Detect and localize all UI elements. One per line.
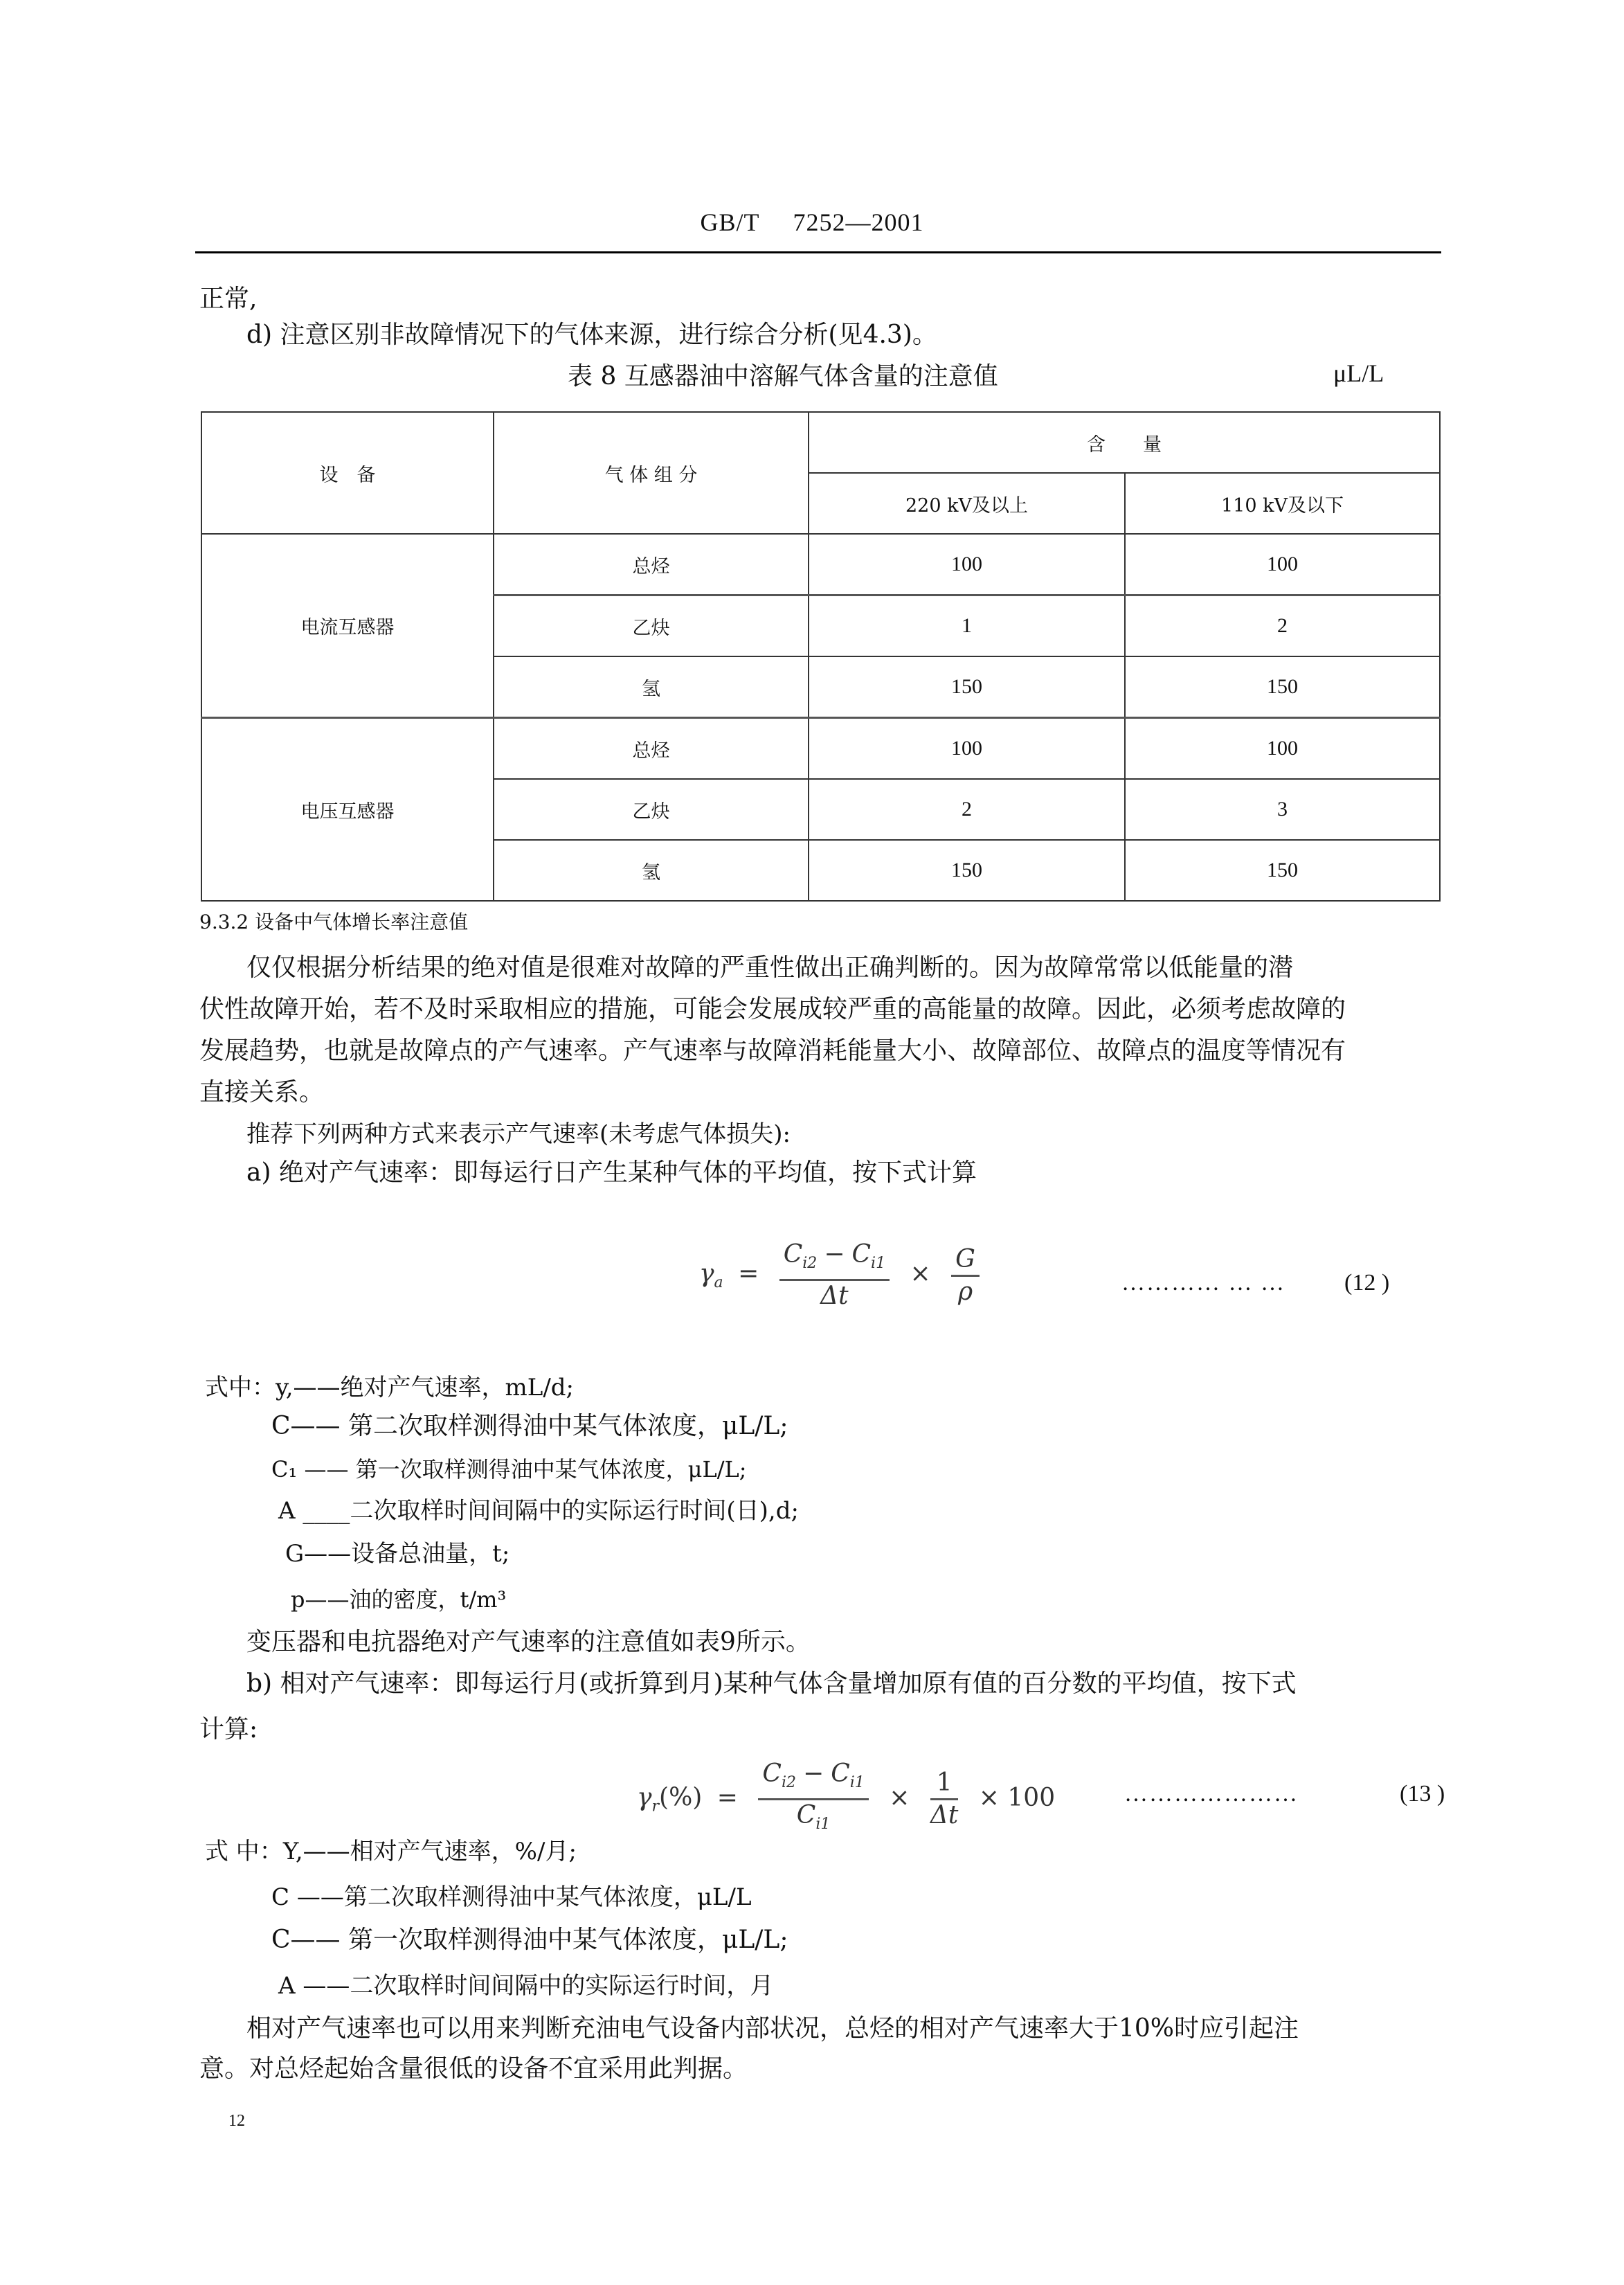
value-220-cell: 150 bbox=[809, 840, 1125, 901]
equipment-voltage-transformer: 电压互感器 bbox=[201, 718, 494, 902]
page-header bbox=[0, 208, 1624, 237]
leader-dots: ………… … … bbox=[1121, 1270, 1285, 1296]
legend-line: Y,——相对产气速率，%/月; bbox=[282, 1838, 577, 1865]
table-row bbox=[201, 534, 1440, 595]
value-220-cell: 150 bbox=[809, 656, 1125, 718]
table-unit: μL/L bbox=[1333, 359, 1384, 387]
fraction: $\frac{1}{\Delta t}$ bbox=[930, 1768, 959, 1829]
legend-prefix: 式 中： bbox=[205, 1838, 283, 1865]
value-110-cell: 150 bbox=[1125, 840, 1440, 901]
gas-cell: 氢 bbox=[494, 656, 809, 718]
page-number: 12 bbox=[228, 2112, 245, 2130]
equation-number-13: (13 ) bbox=[1400, 1781, 1445, 1807]
table-row bbox=[201, 718, 1440, 780]
value-110-cell: 100 bbox=[1125, 718, 1440, 780]
fraction: $\frac{C_{i2} - C_{i1}}{\Delta t}$ bbox=[779, 1239, 890, 1311]
value-110-cell: 150 bbox=[1125, 656, 1440, 718]
header-equipment: 设 备 bbox=[201, 412, 494, 534]
header-220kv: 220 kV及以上 bbox=[809, 473, 1125, 534]
header-content: 含 量 bbox=[809, 412, 1440, 473]
formula-12: $\gamma_a$ = $\frac{C_{i2} - C_{i1}}{\Delta t}$ × $\frac{G}{\rho}$ bbox=[699, 1239, 985, 1311]
item-a: a) 绝对产气速率：即每运行日产生某种气体的平均值，按下式计算 bbox=[246, 1158, 977, 1187]
value-110-cell: 2 bbox=[1125, 595, 1440, 657]
gas-cell: 总烃 bbox=[494, 534, 809, 595]
equipment-current-transformer: 电流互感器 bbox=[201, 534, 494, 718]
fraction: $\frac{C_{i2} - C_{i1}}{C_{i1}}$ bbox=[758, 1759, 868, 1840]
formula-13: $\gamma_r(\%)$ = $\frac{C_{i2} - C_{i1}}{C_{i1}}$ × $\frac{1}{\Delta t}$ × 100 bbox=[637, 1759, 1062, 1840]
legend-line: C—— 第一次取样测得油中某气体浓度，μL/L; bbox=[271, 1926, 788, 1954]
table-header-row bbox=[201, 412, 1440, 473]
gas-cell: 氢 bbox=[494, 840, 809, 901]
closing-line-2: 意。对总烃起始含量很低的设备不宜采用此判据。 bbox=[199, 2054, 748, 2083]
legend-line: A ——二次取样时间间隔中的实际运行时间，月 bbox=[278, 1972, 774, 2000]
value-110-cell: 3 bbox=[1125, 779, 1440, 840]
header-rule bbox=[195, 251, 1441, 253]
intro-line-2: d) 注意区别非故障情况下的气体来源，进行综合分析(见4.3)。 bbox=[246, 321, 937, 349]
formula-lhs: γ bbox=[699, 1260, 714, 1288]
legend-line: C ——第二次取样测得油中某气体浓度，μL/L bbox=[271, 1883, 752, 1911]
paragraph-1-line: 直接关系。 bbox=[199, 1078, 325, 1106]
intro-line-1: 正常, bbox=[199, 285, 258, 313]
equation-number-12: (12 ) bbox=[1344, 1270, 1390, 1296]
legend-line: y,——绝对产气速率，mL/d; bbox=[276, 1374, 574, 1401]
paragraph-1-line: 仅仅根据分析结果的绝对值是很难对故障的严重性做出正确判断的。因为故障常常以低能量的潜 bbox=[246, 953, 1294, 982]
legend-13 bbox=[205, 1836, 577, 1867]
closing-line-1: 相对产气速率也可以用来判断充油电气设备内部状况，总烃的相对产气速率大于10%时应引起注 bbox=[246, 2014, 1299, 2043]
gas-cell: 乙炔 bbox=[494, 779, 809, 840]
legend-line: G——设备总油量，t; bbox=[285, 1540, 510, 1568]
value-220-cell: 1 bbox=[809, 595, 1125, 657]
header-gas-component: 气 体 组 分 bbox=[494, 412, 809, 534]
value-220-cell: 100 bbox=[809, 534, 1125, 595]
leader-dots: ………………… bbox=[1124, 1781, 1299, 1807]
header-110kv: 110 kV及以下 bbox=[1125, 473, 1440, 534]
paragraph-1-line: 伏性故障开始，若不及时采取相应的措施，可能会发展成较严重的高能量的故障。因此，必须考虑故障的 bbox=[199, 995, 1346, 1023]
gas-cell: 乙炔 bbox=[494, 595, 809, 657]
legend-line: C—— 第二次取样测得油中某气体浓度，μL/L; bbox=[271, 1412, 788, 1440]
section-heading: 9.3.2 设备中气体增长率注意值 bbox=[199, 911, 469, 933]
table-caption: 表 8 互感器油中溶解气体含量的注意值 bbox=[568, 362, 998, 391]
legend-12 bbox=[205, 1372, 574, 1403]
standard-code: GB/T bbox=[700, 208, 760, 236]
table9-reference: 变压器和电抗器绝对产气速率的注意值如表9所示。 bbox=[246, 1628, 811, 1656]
value-220-cell: 100 bbox=[809, 718, 1125, 780]
gas-cell: 总烃 bbox=[494, 718, 809, 780]
fraction: $\frac{G}{\rho}$ bbox=[951, 1244, 980, 1307]
legend-line: A ____二次取样时间间隔中的实际运行时间(日),d; bbox=[278, 1497, 799, 1525]
legend-line: C₁ —— 第一次取样测得油中某气体浓度，μL/L; bbox=[271, 1456, 747, 1482]
value-220-cell: 2 bbox=[809, 779, 1125, 840]
table-8 bbox=[201, 411, 1441, 902]
standard-number: 7252—2001 bbox=[793, 208, 924, 236]
item-b: b) 相对产气速率：即每运行月(或折算到月)某种气体含量增加原有值的百分数的平均值，按下式 bbox=[246, 1669, 1297, 1698]
item-b-continuation: 计算: bbox=[199, 1715, 258, 1744]
paragraph-2: 推荐下列两种方式来表示产气速率(未考虑气体损失): bbox=[246, 1120, 791, 1148]
legend-prefix: 式中： bbox=[205, 1374, 276, 1401]
legend-line: p——油的密度，t/m³ bbox=[291, 1586, 507, 1613]
paragraph-1-line: 发展趋势，也就是故障点的产气速率。产气速率与故障消耗能量大小、故障部位、故障点的温度等情况有 bbox=[199, 1037, 1346, 1065]
value-110-cell: 100 bbox=[1125, 534, 1440, 595]
